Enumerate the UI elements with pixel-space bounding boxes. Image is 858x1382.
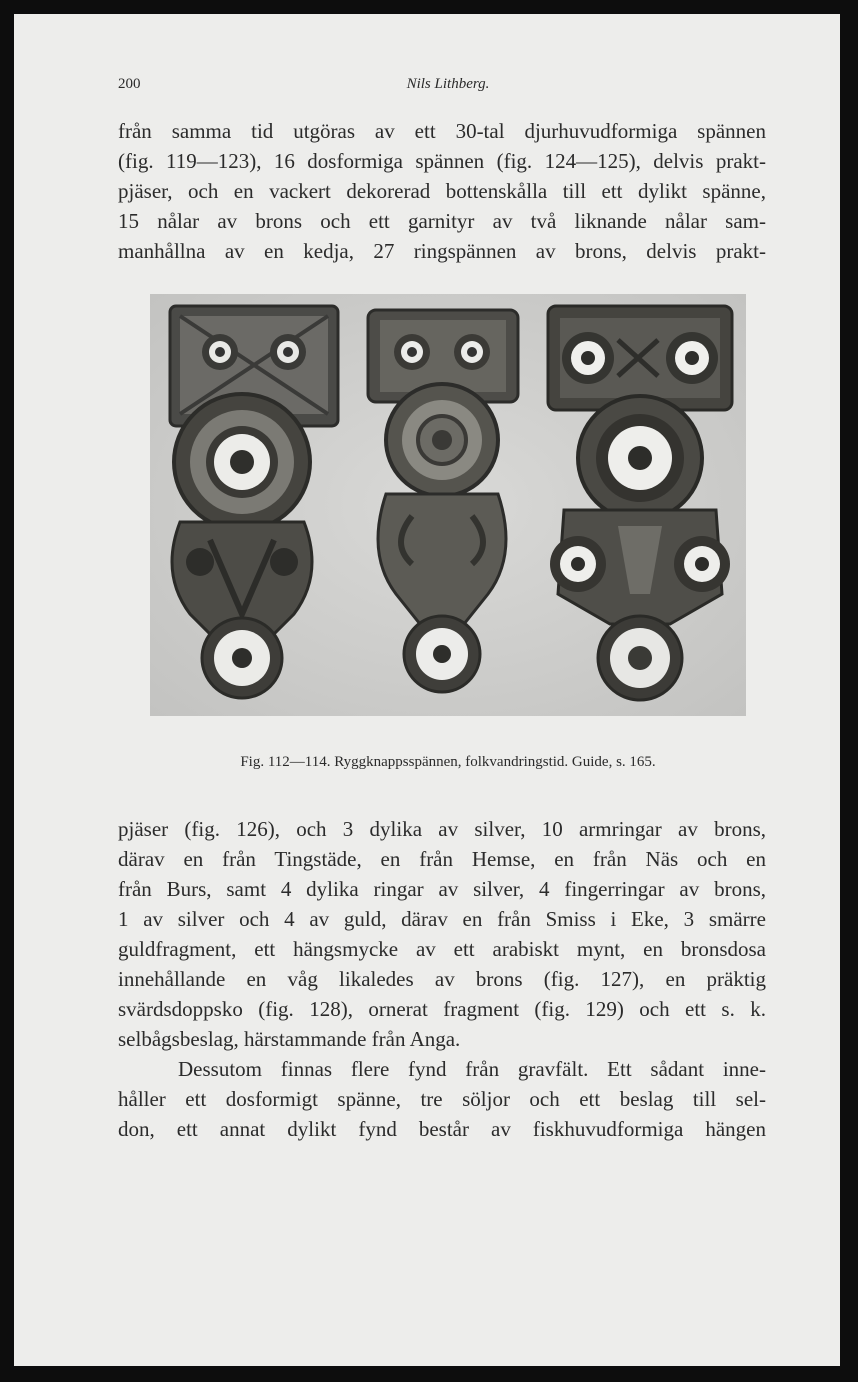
text-line: från Burs, samt 4 dylika ringar av silver, 4 fingerringar av brons, [118,877,766,901]
text-line: manhållna av en kedja, 27 ringspännen av brons, delvis prakt- [118,239,766,263]
running-title-author: Nils Lithberg. [406,76,490,92]
text-line: från samma tid utgöras av ett 30-tal djurhuvudformiga spännen [118,119,766,143]
brooches-illustration [150,294,746,716]
running-header [118,76,778,100]
text-line: selbågsbeslag, härstammande från Anga. [118,1027,461,1051]
figure-photo-brooches [150,294,746,716]
book-page [14,14,840,1366]
text-line: innehållande en våg likaledes av brons (fig. 127), en präktig [118,967,766,991]
text-line: 15 nålar av brons och ett garnityr av två liknande nålar sam- [118,209,766,233]
page-number: 200 [118,76,141,92]
text-line: don, ett annat dylikt fynd består av fiskhuvudformiga hängen [118,1117,766,1141]
text-line: guldfragment, ett hängsmycke av ett arabiskt mynt, en bronsdosa [118,937,766,961]
text-line: pjäser, och en vackert dekorerad bottenskålla till ett dylikt spänne, [118,179,766,203]
text-line: 1 av silver och 4 av guld, därav en från Smiss i Eke, 3 smärre [118,907,766,931]
text-line: pjäser (fig. 126), och 3 dylika av silver, 10 armringar av brons, [118,817,766,841]
figure-caption: Fig. 112—114. Ryggknappsspännen, folkvandringstid. Guide, s. 165. [240,754,656,770]
text-line: Dessutom finnas flere fynd från gravfält. Ett sådant inne- [178,1057,766,1081]
text-line: svärdsdoppsko (fig. 128), ornerat fragment (fig. 129) och ett s. k. [118,997,766,1021]
text-line: därav en från Tingstäde, en från Hemse, en från Näs och en [118,847,766,871]
text-line: (fig. 119—123), 16 dosformiga spännen (fig. 124—125), delvis prakt- [118,149,766,173]
text-line: håller ett dosformigt spänne, tre söljor och ett beslag till sel- [118,1087,766,1111]
